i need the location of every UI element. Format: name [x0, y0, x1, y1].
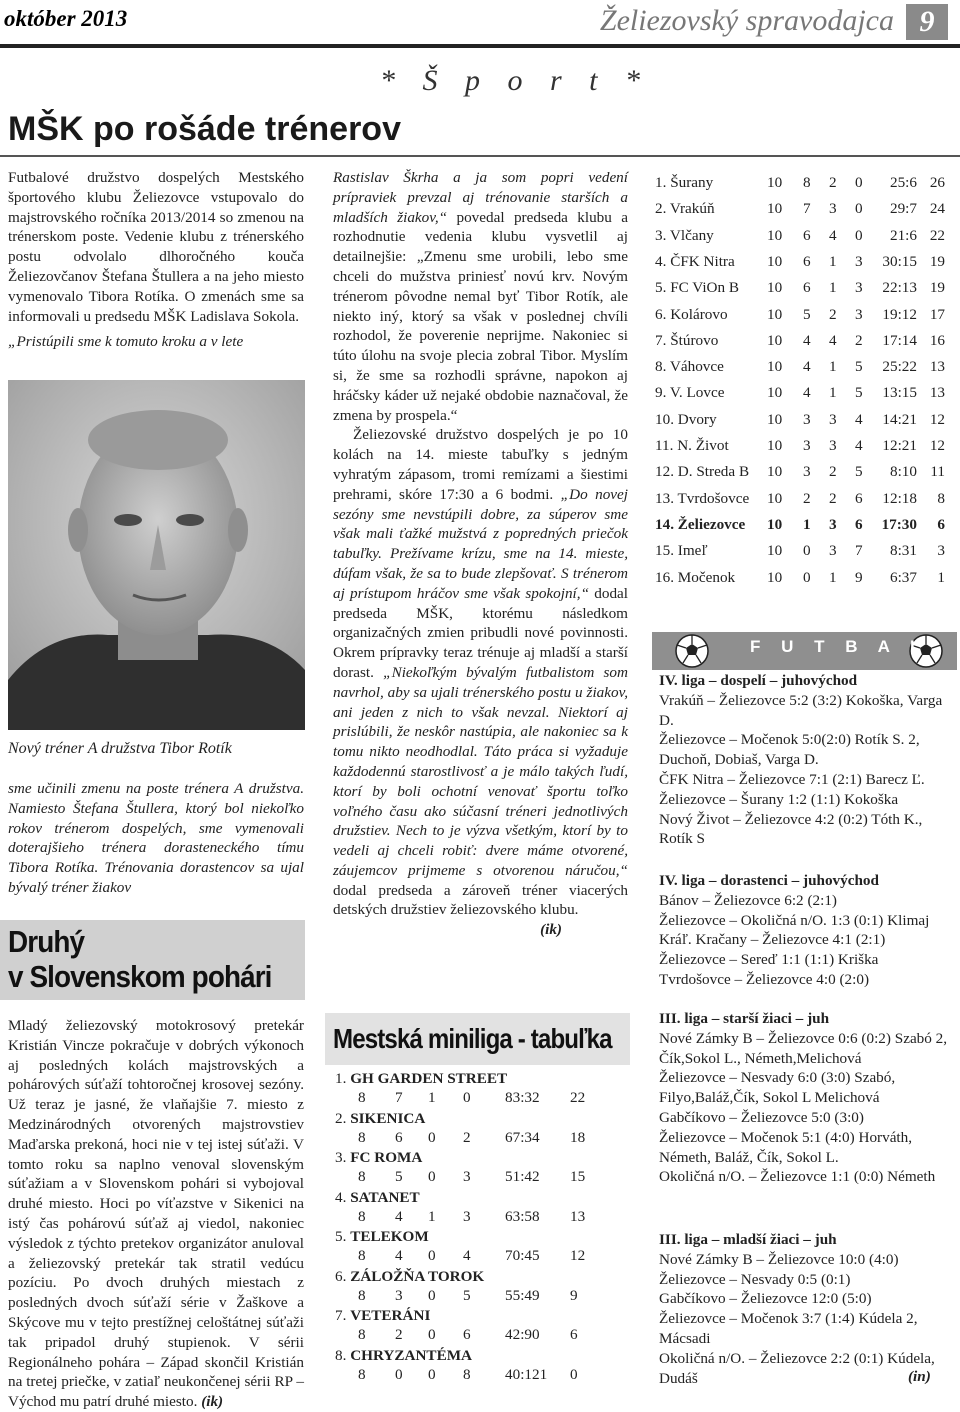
- points: 12: [570, 1247, 586, 1264]
- miniliga-team-row: [335, 1149, 422, 1167]
- match-result: Okoličná n/O. – Želiezovce 2:2 (0:1) Kúdela, Dudáš: [659, 1349, 935, 1387]
- points: 1: [937, 568, 945, 586]
- match-result: Želiezovce – Nesvady 6:0 (3:0) Szabó, Filyo,Baláž,Čík, Sokol L Melichová: [659, 1069, 896, 1107]
- miniliga-team-row: [335, 1070, 507, 1088]
- miniliga-team-row: [335, 1268, 484, 1286]
- score: 14:21: [882, 410, 917, 428]
- draws: 1: [829, 384, 837, 402]
- match-result: Nové Zámky B – Želiezovce 0:6 (0:2) Szabó 2, Čík,Sokol L., Németh,Melichová: [659, 1029, 948, 1067]
- team-name: GH GARDEN STREET: [350, 1070, 508, 1087]
- rank: 6.: [335, 1267, 347, 1285]
- team-name: FC ROMA: [350, 1149, 423, 1166]
- games: 8: [358, 1326, 366, 1343]
- points: 17: [929, 305, 945, 323]
- wins: 3: [803, 437, 811, 454]
- losses: 0: [855, 226, 863, 244]
- games: 10: [767, 174, 783, 191]
- league-row: [655, 437, 950, 463]
- match-result: Želiezovce – Sereď 1:1 (1:1) Kriška: [659, 951, 879, 969]
- points: 0: [570, 1365, 578, 1383]
- team-name: 16. Močenok: [655, 568, 736, 586]
- games: 10: [767, 568, 783, 586]
- miniliga-team-row: [335, 1347, 472, 1365]
- team-name: 14. Želiezovce: [655, 515, 746, 533]
- losses: 0: [463, 1089, 471, 1106]
- games: 10: [767, 279, 783, 297]
- quote-paragraph: sme učinili zmenu na poste trénera A družstva. Namiesto Štefana Štullera, ktorý bol niekoľko rokov trénerom dospelých, sme vymenovali doterajšieho trénera dorasteneckého tímu Tibora Rotíka. Trénovania dorastencov sa ujal bývalý tréner žiakov: [8, 780, 304, 896]
- page-number: 9: [906, 4, 948, 40]
- losses: 6: [463, 1326, 471, 1343]
- team-name: 5. FC ViOn B: [655, 279, 740, 297]
- points: 24: [929, 200, 945, 218]
- team-name: SIKENICA: [350, 1109, 426, 1127]
- games: 8: [358, 1128, 366, 1146]
- losses: 5: [855, 463, 863, 481]
- rank: 5.: [335, 1228, 347, 1245]
- match-result: Gabčíkovo – Želiezovce 5:0 (3:0): [659, 1108, 864, 1126]
- miniliga-team-row: [335, 1110, 425, 1128]
- narration-part4: dodal predseda a zároveň tréner viacerých detských družstiev želiezovského klubu.: [333, 881, 628, 919]
- quote-part1: Rastislav Škrha a ja som popri vedení prípraviek prevzal aj trénovanie starších a mladších žiakov,“: [333, 169, 628, 226]
- results-block-younger-pupils: [659, 1230, 951, 1388]
- wins: 4: [803, 331, 811, 349]
- match-result: Okoličná n/O. – Želiezovce 1:1 (0:0) Németh: [659, 1168, 936, 1186]
- losses: 6: [855, 515, 863, 533]
- team-name: 11. N. Život: [655, 437, 729, 454]
- motocross-paragraph: Mladý želiezovský motokrosový pretekár Kristián Vincze pokračuje v dobrých výkonoch aj posledných kolách majstrovských a pohárových súťaží tohtoročnej krosovej sezóny. Už teraz je jasné, že vlaňajšie 7. miesto z Medzinárodných otvorených majstrovstiev Maďarska prekoná, hoci nie v tej istej súťaži. V tomto roku sa naplno venoval slovenským súťažiam a v Slovenskom pohári si vybojoval druhé miesto. Hoci po víťazstve v Sikenici na istý čas pohárovú súťaž aj viedol, nakoniec výsledok z týchto pretekov organizátor anuloval a želiezovský pretekár tak stratil vedúcu pozíciu. Po dvoch druhých miestach z posledných dvoch súťaží série v Žaškove a Skýcove mu v tejto prestížnej celoštátnej súťaži tak pripadol druhý stupienok. V sérii Regionálneho pohára – Západ skončil Kristián na tretej priečke, v zatiaľ neukončenej sérii RP – Východ mu patrí druhé miesto.: [8, 1017, 304, 1411]
- article-continuation: [333, 168, 628, 940]
- losses: 2: [855, 331, 863, 349]
- wins: 6: [803, 279, 811, 297]
- points: 22: [929, 226, 945, 244]
- losses: 2: [463, 1128, 471, 1146]
- wins: 6: [803, 252, 811, 270]
- score: 13:15: [882, 384, 917, 402]
- miniliga-title: Mestská miniliga - tabuľka: [333, 1023, 612, 1054]
- rank: 4.: [335, 1188, 347, 1206]
- league-row: [655, 569, 950, 595]
- points: 3: [937, 542, 945, 560]
- team-name: 2. Vrakúň: [655, 200, 715, 218]
- score: 70:45: [505, 1247, 540, 1264]
- match-result: Želiezovce – Okoličná n/O. 1:3 (0:1) Klimaj Kráľ. Kračany – Želiezovce 4:1 (2:1): [659, 911, 930, 949]
- wins: 4: [395, 1207, 403, 1225]
- games: 10: [767, 542, 783, 560]
- article-intro: [8, 168, 304, 352]
- narration-part2: Želiezovské družstvo dospelých je po 10 kolách na 14. mieste tabuľky s jedným vyhratým zápasom, tromi remízami a šiestimi prehrami, skóre 17:30 a 6 bodmi.: [333, 426, 628, 503]
- score: 40:121: [505, 1365, 548, 1383]
- points: 6: [937, 515, 945, 533]
- points: 19: [929, 279, 945, 297]
- team-name: 3. Vlčany: [655, 226, 714, 244]
- intro-paragraph: Futbalové družstvo dospelých Mestského športového klubu Želiezovce vstupovalo do majstrovského ročníka 2013/2014 so zmenou na trénerskom poste. Vedenie klubu z trénerského postu odvolalo dlhoročného kouča Želiezovčanov Štefana Štullera a na jeho miesto vymenovalo Tibora Rotíka. O zmenách sme sa informovali u predsedu MŠK Ladislava Sokola.: [8, 169, 304, 325]
- wins: 8: [803, 174, 811, 191]
- games: 10: [767, 437, 783, 454]
- score: 29:7: [889, 200, 917, 218]
- league-row: [655, 306, 950, 332]
- draws: 1: [428, 1089, 436, 1106]
- draws: 2: [829, 463, 837, 481]
- league-row: [655, 332, 950, 358]
- headline2-line2: v Slovenskom pohári: [8, 959, 272, 994]
- points: 22: [570, 1089, 586, 1106]
- team-name: CHRYZANTÉMA: [350, 1346, 472, 1364]
- team-name: VETERÁNI: [350, 1307, 431, 1324]
- match-result: ČFK Nitra – Želiezovce 7:1 (2:1) Barecz Ľ.: [659, 770, 925, 788]
- losses: 5: [855, 358, 863, 376]
- score: 12:21: [882, 437, 917, 454]
- results-block-juniors: [659, 871, 951, 990]
- publication-title: Želiezovský spravodajca: [599, 4, 894, 37]
- losses: 3: [463, 1207, 471, 1225]
- draws: 2: [829, 174, 837, 191]
- issue-date: október 2013: [4, 6, 128, 31]
- score: 22:13: [882, 279, 917, 297]
- draws: 0: [428, 1365, 436, 1383]
- score: 19:12: [882, 305, 917, 323]
- points: 26: [929, 174, 945, 191]
- score: 83:32: [505, 1089, 540, 1106]
- points: 9: [570, 1286, 578, 1304]
- team-name: SATANET: [350, 1188, 420, 1206]
- match-result: Nový Život – Želiezovce 4:2 (0:2) Tóth K., Rotík S: [659, 810, 923, 848]
- draws: 3: [829, 515, 837, 533]
- results-block-older-pupils: [659, 1009, 951, 1187]
- headline2-line1: Druhý: [8, 924, 85, 959]
- football-icon: [674, 633, 710, 669]
- league-row: [655, 490, 950, 516]
- results-sign: (in): [908, 1368, 931, 1385]
- section-title: * Š p o r t *: [380, 64, 651, 97]
- futbal-banner-title: F U T B A L: [750, 637, 929, 656]
- draws: 2: [829, 305, 837, 323]
- second-headline: [8, 924, 272, 994]
- games: 8: [358, 1207, 366, 1225]
- losses: 8: [463, 1365, 471, 1383]
- rank: 3.: [335, 1149, 347, 1166]
- draws: 3: [829, 200, 837, 218]
- losses: 4: [855, 437, 863, 454]
- points: 13: [570, 1207, 586, 1225]
- score: 8:31: [889, 542, 917, 560]
- points: 8: [937, 489, 945, 507]
- author-sign: (ik): [540, 921, 562, 939]
- miniliga-team-row: [335, 1228, 429, 1246]
- quote-continued: [8, 779, 304, 898]
- score: 51:42: [505, 1168, 540, 1185]
- team-name: 4. ČFK Nitra: [655, 252, 735, 270]
- wins: 6: [395, 1128, 403, 1146]
- match-result: Želiezovce – Močenok 5:0(2:0) Rotík S. 2, Duchoň, Dobiaš, Varga D.: [659, 731, 920, 769]
- losses: 0: [855, 200, 863, 218]
- wins: 5: [395, 1168, 403, 1185]
- score: 55:49: [505, 1286, 540, 1304]
- draws: 0: [428, 1247, 436, 1264]
- results-heading: IV. liga – dorastenci – juhovýchod: [659, 872, 879, 889]
- league-row: [655, 358, 950, 384]
- rank: 2.: [335, 1109, 347, 1127]
- rank: 7.: [335, 1307, 347, 1324]
- header-rule: [0, 44, 960, 48]
- team-name: 9. V. Lovce: [655, 384, 725, 402]
- match-result: Želiezovce – Močenok 5:1 (4:0) Horváth, Németh, Baláž, Čík, Sokol L.: [659, 1128, 913, 1166]
- match-result: Želiezovce – Šurany 1:2 (1:1) Kokoška: [659, 790, 899, 808]
- league-row: [655, 542, 950, 568]
- score: 67:34: [505, 1128, 540, 1146]
- rank: 1.: [335, 1070, 347, 1087]
- league-row: [655, 411, 950, 437]
- games: 10: [767, 252, 783, 270]
- wins: 5: [803, 305, 811, 323]
- points: 15: [570, 1168, 586, 1185]
- points: 12: [929, 437, 945, 454]
- points: 12: [929, 410, 945, 428]
- wins: 0: [803, 568, 811, 586]
- points: 13: [929, 384, 945, 402]
- wins: 4: [395, 1247, 403, 1264]
- points: 13: [929, 358, 945, 376]
- score: 12:18: [882, 489, 917, 507]
- team-name: 8. Váhovce: [655, 358, 724, 376]
- draws: 4: [829, 331, 837, 349]
- games: 10: [767, 410, 783, 428]
- games: 10: [767, 200, 783, 218]
- draws: 1: [829, 568, 837, 586]
- wins: 6: [803, 226, 811, 244]
- draws: 3: [829, 542, 837, 560]
- headline-rule: [0, 155, 960, 157]
- points: 19: [929, 252, 945, 270]
- losses: 5: [855, 384, 863, 402]
- draws: 2: [829, 489, 837, 507]
- draws: 1: [829, 252, 837, 270]
- match-result: Tvrdošovce – Želiezovce 4:0 (2:0): [659, 970, 870, 988]
- points: 11: [930, 463, 945, 481]
- team-name: 15. Imeľ: [655, 542, 708, 560]
- team-name: ZÁLOŽŇA TOROK: [350, 1267, 485, 1285]
- rank: 8.: [335, 1346, 347, 1364]
- match-result: Želiezovce – Nesvady 0:5 (0:1): [659, 1270, 851, 1288]
- wins: 3: [395, 1286, 403, 1304]
- draws: 0: [428, 1326, 436, 1343]
- wins: 7: [803, 200, 811, 218]
- draws: 1: [428, 1207, 436, 1225]
- games: 8: [358, 1286, 366, 1304]
- losses: 4: [855, 410, 863, 428]
- draws: 1: [829, 358, 837, 376]
- team-name: 1. Šurany: [655, 174, 714, 191]
- games: 10: [767, 515, 783, 533]
- games: 8: [358, 1247, 366, 1264]
- match-result: Vrakúň – Želiezovce 5:2 (3:2) Kokoška, Varga D.: [659, 691, 943, 729]
- wins: 2: [803, 489, 811, 507]
- games: 10: [767, 384, 783, 402]
- draws: 0: [428, 1168, 436, 1185]
- league-row: [655, 174, 950, 200]
- quote-part4: „Niekoľkým bývalým futbalistom som navrhol, aby sa ujali trénerského postu u žiakov, ani jeden z nich to však nevzal. Niektorí aj prislúbili, že neskôr nastúpia, ale nakoniec sa k tomu nikto neodhodlal. Táto práca si vyžaduje každodennú starostlivosť a je málo takých ľudí, ktorí by boli ochotní venovať športu toľko voľného času ako súčasní tréneri jednotlivých družstiev. Nech to je výzva všetkým, ktorí by to vedeli aj chceli robiť: dvere máme otvorené, záujemcov prijmeme s otvorenou náručou,“: [333, 663, 628, 879]
- score: 17:30: [881, 515, 917, 533]
- match-result: Bánov – Želiezovce 6:2 (2:1): [659, 891, 837, 909]
- wins: 3: [803, 410, 811, 428]
- wins: 3: [803, 463, 811, 481]
- draws: 3: [829, 437, 837, 454]
- draws: 1: [829, 279, 837, 297]
- league-row: [655, 200, 950, 226]
- narration-part1: povedal predseda klubu a rozhodnutie vedenia klubu vysvetlil aj detailnejšie:: [333, 208, 628, 266]
- games: 10: [767, 305, 783, 323]
- league-row: [655, 279, 950, 305]
- wins: 0: [803, 542, 811, 560]
- photo-caption: Nový tréner A družstva Tibor Rotík: [8, 740, 232, 757]
- draws: 4: [829, 226, 837, 244]
- coach-portrait-image: [8, 380, 305, 730]
- motocross-article: [8, 1016, 304, 1412]
- games: 10: [767, 226, 783, 244]
- league-row: [655, 227, 950, 253]
- miniliga-team-row: [335, 1189, 420, 1207]
- points: 18: [570, 1128, 586, 1146]
- league-row: [655, 253, 950, 279]
- games: 8: [358, 1365, 366, 1383]
- score: 25:22: [882, 358, 917, 376]
- games: 8: [358, 1089, 366, 1106]
- results-block-adults: [659, 671, 951, 849]
- wins: 4: [803, 384, 811, 402]
- losses: 6: [855, 489, 863, 507]
- losses: 3: [855, 279, 863, 297]
- wins: 2: [395, 1326, 403, 1343]
- team-name: 10. Dvory: [655, 410, 717, 428]
- score: 21:6: [889, 226, 917, 244]
- team-name: 6. Kolárovo: [655, 305, 728, 323]
- author-sign: (ik): [201, 1393, 224, 1411]
- score: 42:90: [505, 1326, 540, 1343]
- score: 30:15: [882, 252, 917, 270]
- match-result: Gabčíkovo – Želiezovce 12:0 (5:0): [659, 1290, 872, 1308]
- quote-start: „Pristúpili sme k tomuto kroku a v lete: [8, 333, 244, 351]
- score: 63:58: [505, 1207, 540, 1225]
- losses: 7: [855, 542, 863, 560]
- losses: 3: [855, 305, 863, 323]
- games: 10: [767, 331, 783, 349]
- league-row: [655, 463, 950, 489]
- games: 10: [767, 463, 783, 481]
- draws: 3: [829, 410, 837, 428]
- losses: 4: [463, 1247, 471, 1264]
- quote-part2: „Zmenu sme urobili, lebo sme chceli do mužstva priniesť novú krv. Novým trénerom pôvodne nemal byť Tibor Rotík, ale niekto iný, ktorý sa však v poslednej chvíli rozhodol, že poverenie neprijme. Nakoniec si túto úlohu na svoje plecia zobral Tibor. Myslím si, že sme sa rozhodli správne, napokon aj hráčsky káder už nejaké obdobie naznačoval, že zmena by prospela.“: [333, 248, 628, 424]
- games: 10: [767, 489, 783, 507]
- match-result: Nové Zámky B – Želiezovce 10:0 (4:0): [659, 1250, 899, 1268]
- team-name: 12. D. Streda B: [655, 463, 750, 481]
- article-headline: MŠK po rošáde trénerov: [8, 110, 401, 148]
- losses: 3: [463, 1168, 471, 1185]
- quote-part3: „Do novej sezóny sme nevstúpili dobre, za súperov sme však mali ťažké mužstvá z popredných priečok tabuľky. Prežívame krízu, sme na 14. mieste, dúfam však, že sa to bude zlepšovať. S trénerom aj prístupom hráčov sme však spokojní,“: [333, 485, 628, 602]
- points: 6: [570, 1326, 578, 1343]
- games: 10: [767, 358, 783, 376]
- wins: 1: [803, 515, 811, 533]
- draws: 0: [428, 1128, 436, 1146]
- score: 25:6: [889, 174, 917, 191]
- losses: 3: [855, 252, 863, 270]
- draws: 0: [428, 1286, 436, 1304]
- score: 17:14: [882, 331, 917, 349]
- miniliga-team-row: [335, 1307, 430, 1325]
- score: 8:10: [889, 463, 917, 481]
- match-result: Želiezovce – Močenok 3:7 (1:4) Kúdela 2, Mácsadi: [659, 1310, 918, 1347]
- score: 6:37: [889, 568, 917, 586]
- losses: 5: [463, 1286, 471, 1304]
- results-heading: III. liga – starší žiaci – juh: [659, 1010, 830, 1027]
- narration-part3: dodal predseda MŠK, ktorému následkom organizačných zmien pribudli nové povinnosti. Okrem prípravky teraz trénuje aj mladší a starší dorast.: [333, 584, 628, 681]
- wins: 4: [803, 358, 811, 376]
- coach-photo: [8, 380, 305, 730]
- points: 16: [929, 331, 945, 349]
- wins: 7: [395, 1089, 403, 1106]
- results-heading: III. liga – mladší žiaci – juh: [659, 1231, 837, 1248]
- league-row: [655, 384, 950, 410]
- losses: 0: [855, 174, 863, 191]
- losses: 9: [855, 568, 863, 586]
- league-row: [655, 516, 950, 542]
- results-heading: IV. liga – dospelí – juhovýchod: [659, 672, 858, 689]
- team-name: 7. Štúrovo: [655, 331, 719, 349]
- wins: 0: [395, 1365, 403, 1383]
- games: 8: [358, 1168, 366, 1185]
- team-name: 13. Tvrdošovce: [655, 489, 750, 507]
- team-name: TELEKOM: [350, 1228, 429, 1245]
